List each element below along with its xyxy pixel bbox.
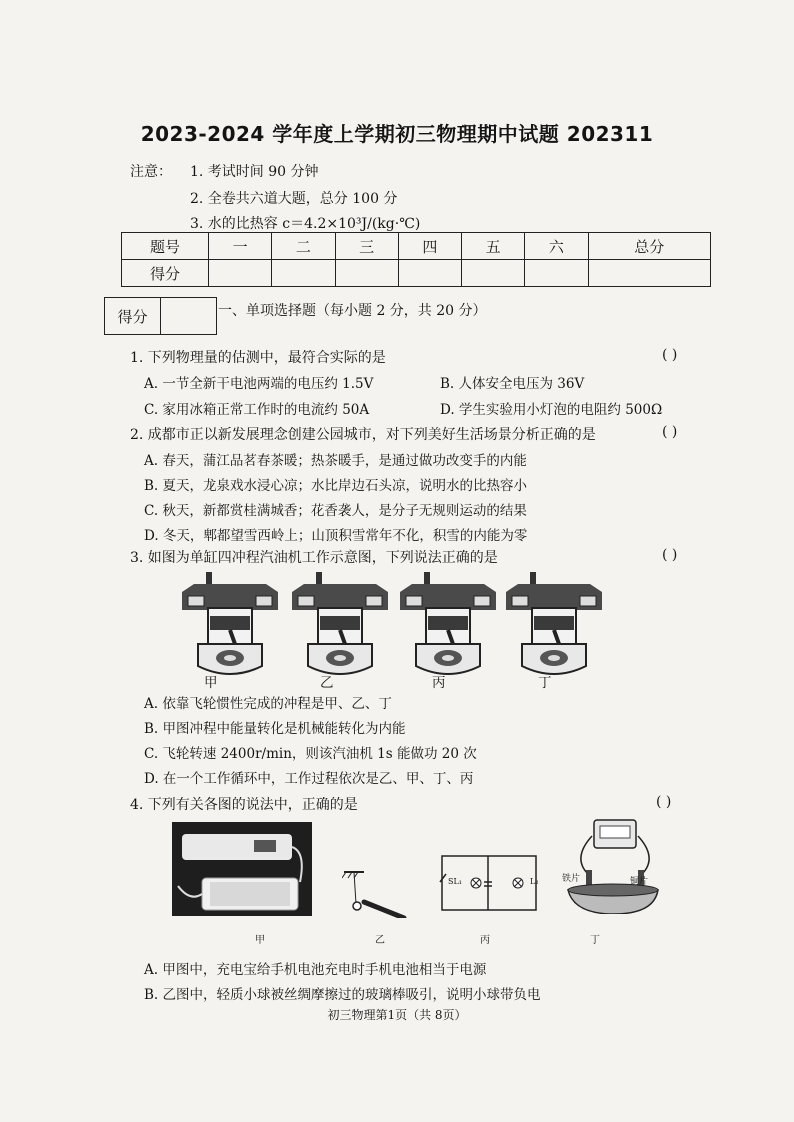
engine-bing xyxy=(400,572,496,674)
score-entry-cell[interactable] xyxy=(588,260,711,287)
score-table-cell: 总分 xyxy=(588,233,711,260)
section-score-label: 得分 xyxy=(105,298,161,334)
score-table-cell: 四 xyxy=(398,233,461,260)
fruit-battery-right-tag: 铜片 xyxy=(630,877,649,887)
notes-label: 注意： xyxy=(130,164,172,180)
circuit-label: SL₁ xyxy=(448,877,462,886)
option-c: C. 飞轮转速 2400r/min，则该汽油机 1s 能做功 20 次 xyxy=(144,746,477,762)
option-b: B. 夏天，龙泉戏水浸心凉；水比岸边石头凉，说明水的比热容小 xyxy=(144,478,528,494)
option-a: A. 甲图中，充电宝给手机电池充电时手机电池相当于电源 xyxy=(144,962,487,978)
section-score-box xyxy=(104,297,217,335)
diagram-label: 甲 xyxy=(204,675,218,691)
question-stem: 4. 下列有关各图的说法中，正确的是 xyxy=(130,797,358,813)
engine-yi xyxy=(292,572,388,674)
answer-paren[interactable]: ( ) xyxy=(662,424,678,440)
engine-ding xyxy=(506,572,602,674)
answer-paren[interactable]: ( ) xyxy=(662,347,678,363)
option-b: B. 乙图中，轻质小球被丝绸摩擦过的玻璃棒吸引，说明小球带负电 xyxy=(144,987,541,1003)
power-bank-photo xyxy=(172,822,312,916)
score-entry-cell[interactable] xyxy=(272,260,335,287)
score-table-cell: 得分 xyxy=(122,260,209,287)
pith-ball-diagram xyxy=(342,858,410,918)
diagram-label: 丙 xyxy=(432,675,446,691)
score-table-score-row xyxy=(122,260,711,287)
fruit-battery-diagram xyxy=(562,818,664,914)
score-entry-cell[interactable] xyxy=(462,260,525,287)
section-title: 一、单项选择题（每小题 2 分，共 20 分） xyxy=(218,303,487,319)
circuit-label: L₂ xyxy=(530,877,539,886)
question-stem: 1. 下列物理量的估测中，最符合实际的是 xyxy=(130,350,386,366)
score-table-cell: 题号 xyxy=(122,233,209,260)
score-entry-cell[interactable] xyxy=(335,260,398,287)
diagram-label: 丁 xyxy=(538,675,552,691)
engine-jia xyxy=(182,572,278,674)
option-c: C. 秋天，新都赏桂满城香；花香袭人，是分子无规则运动的结果 xyxy=(144,503,527,519)
score-entry-cell[interactable] xyxy=(209,260,272,287)
score-table-cell: 六 xyxy=(525,233,588,260)
question-stem: 2. 成都市正以新发展理念创建公园城市，对下列美好生活场景分析正确的是 xyxy=(130,427,596,443)
answer-paren[interactable]: ( ) xyxy=(656,794,672,810)
option-b: B. 人体安全电压为 36V xyxy=(440,376,585,392)
option-d: D. 学生实验用小灯泡的电阻约 500Ω xyxy=(440,402,663,418)
option-c: C. 家用冰箱正常工作时的电流约 50A xyxy=(144,402,370,418)
option-d: D. 在一个工作循环中，工作过程依次是乙、甲、丁、丙 xyxy=(144,771,474,787)
score-table-cell: 三 xyxy=(335,233,398,260)
score-table-cell: 二 xyxy=(272,233,335,260)
section-score-entry[interactable] xyxy=(161,298,216,334)
score-table-cell: 一 xyxy=(209,233,272,260)
score-table-header-row xyxy=(122,233,711,260)
figure-label: 丁 xyxy=(590,935,600,946)
score-entry-cell[interactable] xyxy=(525,260,588,287)
option-a: A. 一节全新干电池两端的电压约 1.5V xyxy=(144,376,374,392)
option-d: D. 冬天，郫都望雪西岭上；山顶积雪常年不化，积雪的内能为零 xyxy=(144,528,528,544)
option-b: B. 甲图冲程中能量转化是机械能转化为内能 xyxy=(144,721,406,737)
score-table-cell: 五 xyxy=(462,233,525,260)
engine-diagrams xyxy=(172,570,612,682)
note-item: 3. 水的比热容 c＝4.2×10³J/(kg·℃) xyxy=(190,216,421,232)
page-footer: 初三物理第1页（共 8页） xyxy=(327,1008,467,1022)
fruit-battery-left-tag: 铁片 xyxy=(562,874,581,884)
diagram-label: 乙 xyxy=(320,675,334,691)
figure-label: 乙 xyxy=(375,935,385,946)
exam-title: 2023-2024 学年度上学期初三物理期中试题 202311 xyxy=(140,122,654,146)
figure-label: 甲 xyxy=(255,935,265,946)
question-stem: 3. 如图为单缸四冲程汽油机工作示意图，下列说法正确的是 xyxy=(130,550,498,566)
option-a: A. 春天，蒲江品茗春茶暖；热茶暖手，是通过做功改变手的内能 xyxy=(144,453,527,469)
figure-label: 丙 xyxy=(480,935,490,946)
answer-paren[interactable]: ( ) xyxy=(662,547,678,563)
score-entry-cell[interactable] xyxy=(398,260,461,287)
note-item: 1. 考试时间 90 分钟 xyxy=(190,164,319,180)
option-a: A. 依靠飞轮惯性完成的冲程是甲、乙、丁 xyxy=(144,696,392,712)
score-table xyxy=(121,232,711,287)
note-item: 2. 全卷共六道大题，总分 100 分 xyxy=(190,191,398,207)
